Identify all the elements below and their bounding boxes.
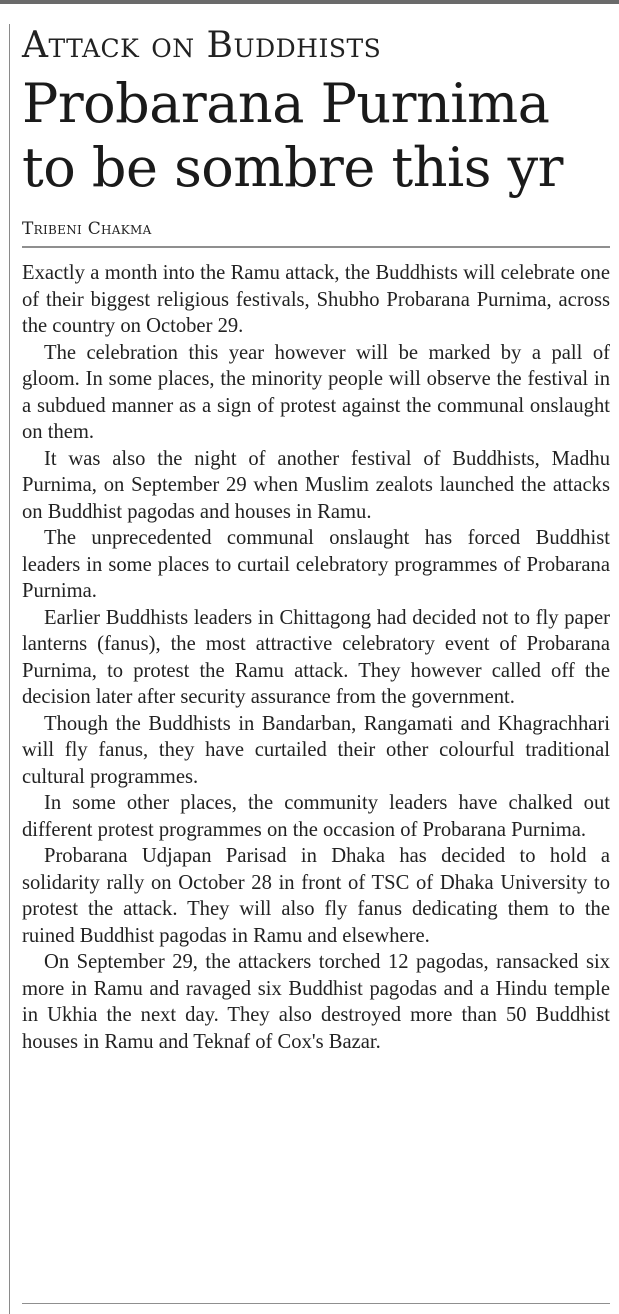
kicker: Attack on Buddhists <box>22 25 382 66</box>
headline-line-2: to be sombre this yr <box>22 136 563 199</box>
paragraph: The unprecedented communal onslaught has forced Buddhist leaders in some places to curtail celebratory programmes of Probarana Purnima. <box>22 527 610 602</box>
paragraph: Exactly a month into the Ramu attack, the Buddhists will celebrate one of their biggest religious festivals, Shubho Probarana Purnima, across the country on October 29. <box>22 262 610 337</box>
byline: Tribeni Chakma <box>22 218 610 248</box>
headline <box>22 72 610 200</box>
bottom-rule <box>22 1303 610 1304</box>
headline-line-1: Probarana Purnima <box>22 72 550 135</box>
column-rule <box>9 24 10 1314</box>
paragraph: The celebration this year however will be marked by a pall of gloom. In some places, the minority people will observe the festival in a subdued manner as a sign of protest against the communal onslaught on them. <box>22 341 610 443</box>
paragraph: On September 29, the attackers torched 12 pagodas, ransacked six more in Ramu and ravaged six Buddhist pagodas and a Hindu temple in Ukhia the next day. They also destroyed more than 50 Buddhist houses in Ramu and Teknaf of Cox's Bazar. <box>22 951 610 1053</box>
article-body <box>22 260 610 1055</box>
news-article <box>22 26 610 1055</box>
paragraph: In some other places, the community leaders have chalked out different protest programmes on the occasion of Probarana Purnima. <box>22 792 610 841</box>
top-rule <box>0 0 619 4</box>
paragraph: Earlier Buddhists leaders in Chittagong had decided not to fly paper lanterns (fanus), the most attractive celebratory event of Probarana Purnima, to protest the Ramu attack. They however called off the decision later after security assurance from the government. <box>22 606 610 708</box>
paragraph: Though the Buddhists in Bandarban, Rangamati and Khagrachhari will fly fanus, they have curtailed their other colourful traditional cultural programmes. <box>22 712 610 788</box>
paragraph: Probarana Udjapan Parisad in Dhaka has decided to hold a solidarity rally on October 28 in front of TSC of Dhaka University to protest the attack. They will also fly fanus dedicating them to the ruined Buddhist pagodas in Ramu and elsewhere. <box>22 845 610 947</box>
paragraph: It was also the night of another festival of Buddhists, Madhu Purnima, on September 29 when Muslim zealots launched the attacks on Buddhist pagodas and houses in Ramu. <box>22 447 610 523</box>
